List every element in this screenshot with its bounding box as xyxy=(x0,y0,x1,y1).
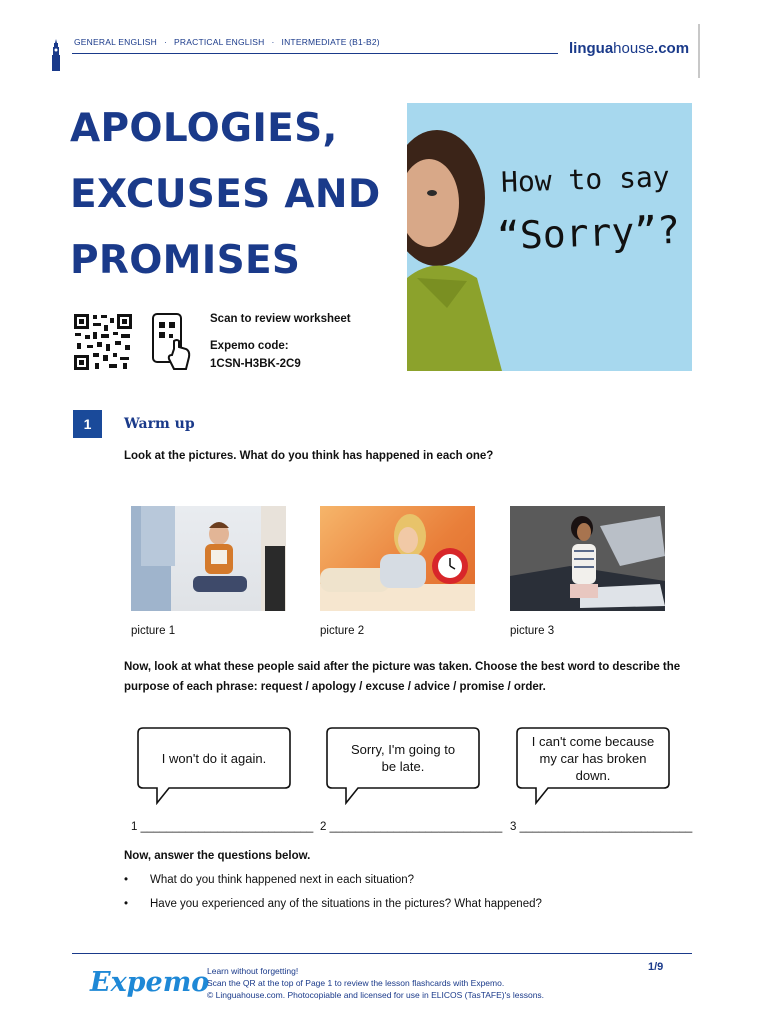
hero-image xyxy=(407,103,692,371)
picture-caption: picture 2 xyxy=(320,625,365,637)
instruction: Now, answer the questions below. xyxy=(124,850,311,862)
page-title xyxy=(70,96,400,294)
header-divider xyxy=(72,53,558,54)
section-title: Warm up xyxy=(124,416,195,432)
phone-scan-icon xyxy=(150,313,192,371)
woman-broken-car-illustration xyxy=(510,506,665,611)
picture-caption: picture 1 xyxy=(131,625,176,637)
expemo-code[interactable]: 1CSN-H3BK-2C9 xyxy=(210,358,301,370)
footer-divider xyxy=(72,953,692,954)
hero-caption: How to say xyxy=(500,160,671,199)
bullet-text: What do you think happened next in each situation? xyxy=(150,874,415,886)
breadcrumb-item: GENERAL ENGLISH xyxy=(74,37,157,47)
breadcrumb-separator: · xyxy=(271,37,275,47)
speech-bubble xyxy=(326,727,480,805)
bullet-glyph: • xyxy=(124,874,129,886)
breadcrumb xyxy=(74,37,380,47)
bubble-text: I can't come because my car has broken down. xyxy=(531,733,655,783)
footer-instruction: Scan the QR at the top of Page 1 to review the lesson flashcards with Expemo. xyxy=(207,978,505,988)
tower-icon xyxy=(50,39,62,71)
brand-logo xyxy=(569,40,689,57)
brand-part: .com xyxy=(654,40,690,57)
brand-part: house xyxy=(613,40,655,57)
speech-bubble xyxy=(516,727,670,805)
qr-code-icon[interactable] xyxy=(73,313,133,371)
footer-copyright: © Linguahouse.com. Photocopiable and licensed for use in ELICOS (TasTAFE)'s lessons. xyxy=(207,990,545,1000)
boy-scolded-illustration xyxy=(131,506,286,611)
speech-bubble xyxy=(137,727,291,805)
picture-2 xyxy=(320,506,475,611)
bubble-text: Sorry, I'm going to be late. xyxy=(350,742,456,774)
bullet-item xyxy=(124,874,414,886)
section-number: 1 xyxy=(73,410,102,438)
hero-caption: “Sorry”? xyxy=(496,207,681,259)
picture-3 xyxy=(510,506,665,611)
answer-field-3[interactable]: 3 ___________________________ xyxy=(510,821,693,833)
instruction: Look at the pictures. What do you think has happened in each one? xyxy=(124,450,494,462)
page-number: 1/9 xyxy=(648,961,664,973)
footer-tagline: Learn without forgetting! xyxy=(207,966,299,976)
title-line: APOLOGIES, xyxy=(70,106,338,151)
picture-caption: picture 3 xyxy=(510,625,555,637)
margin-bar xyxy=(698,24,700,78)
bubble-text: I won't do it again. xyxy=(161,750,267,766)
bullet-glyph: • xyxy=(124,898,129,910)
picture-1 xyxy=(131,506,286,611)
title-line: PROMISES xyxy=(70,238,301,283)
brand-part: lingua xyxy=(569,40,614,57)
scan-label: Scan to review worksheet xyxy=(210,313,351,325)
answer-field-1[interactable]: 1 ___________________________ xyxy=(131,821,314,833)
answer-field-2[interactable]: 2 ___________________________ xyxy=(320,821,503,833)
expemo-logo: Expemo xyxy=(90,967,210,998)
title-line: EXCUSES AND xyxy=(70,172,381,217)
woman-alarm-clock-illustration xyxy=(320,506,475,611)
breadcrumb-item: INTERMEDIATE (B1-B2) xyxy=(281,37,380,47)
breadcrumb-item: PRACTICAL ENGLISH xyxy=(174,37,265,47)
bullet-item xyxy=(124,898,542,910)
instruction: Now, look at what these people said after the picture was taken. Choose the best word to describe the purpose of each phrase: request / apology / excuse / advice / promise / order. xyxy=(124,661,681,693)
bullet-text: Have you experienced any of the situations in the pictures? What happened? xyxy=(150,898,542,910)
breadcrumb-separator: · xyxy=(164,37,168,47)
expemo-code-label: Expemo code: xyxy=(210,340,289,352)
